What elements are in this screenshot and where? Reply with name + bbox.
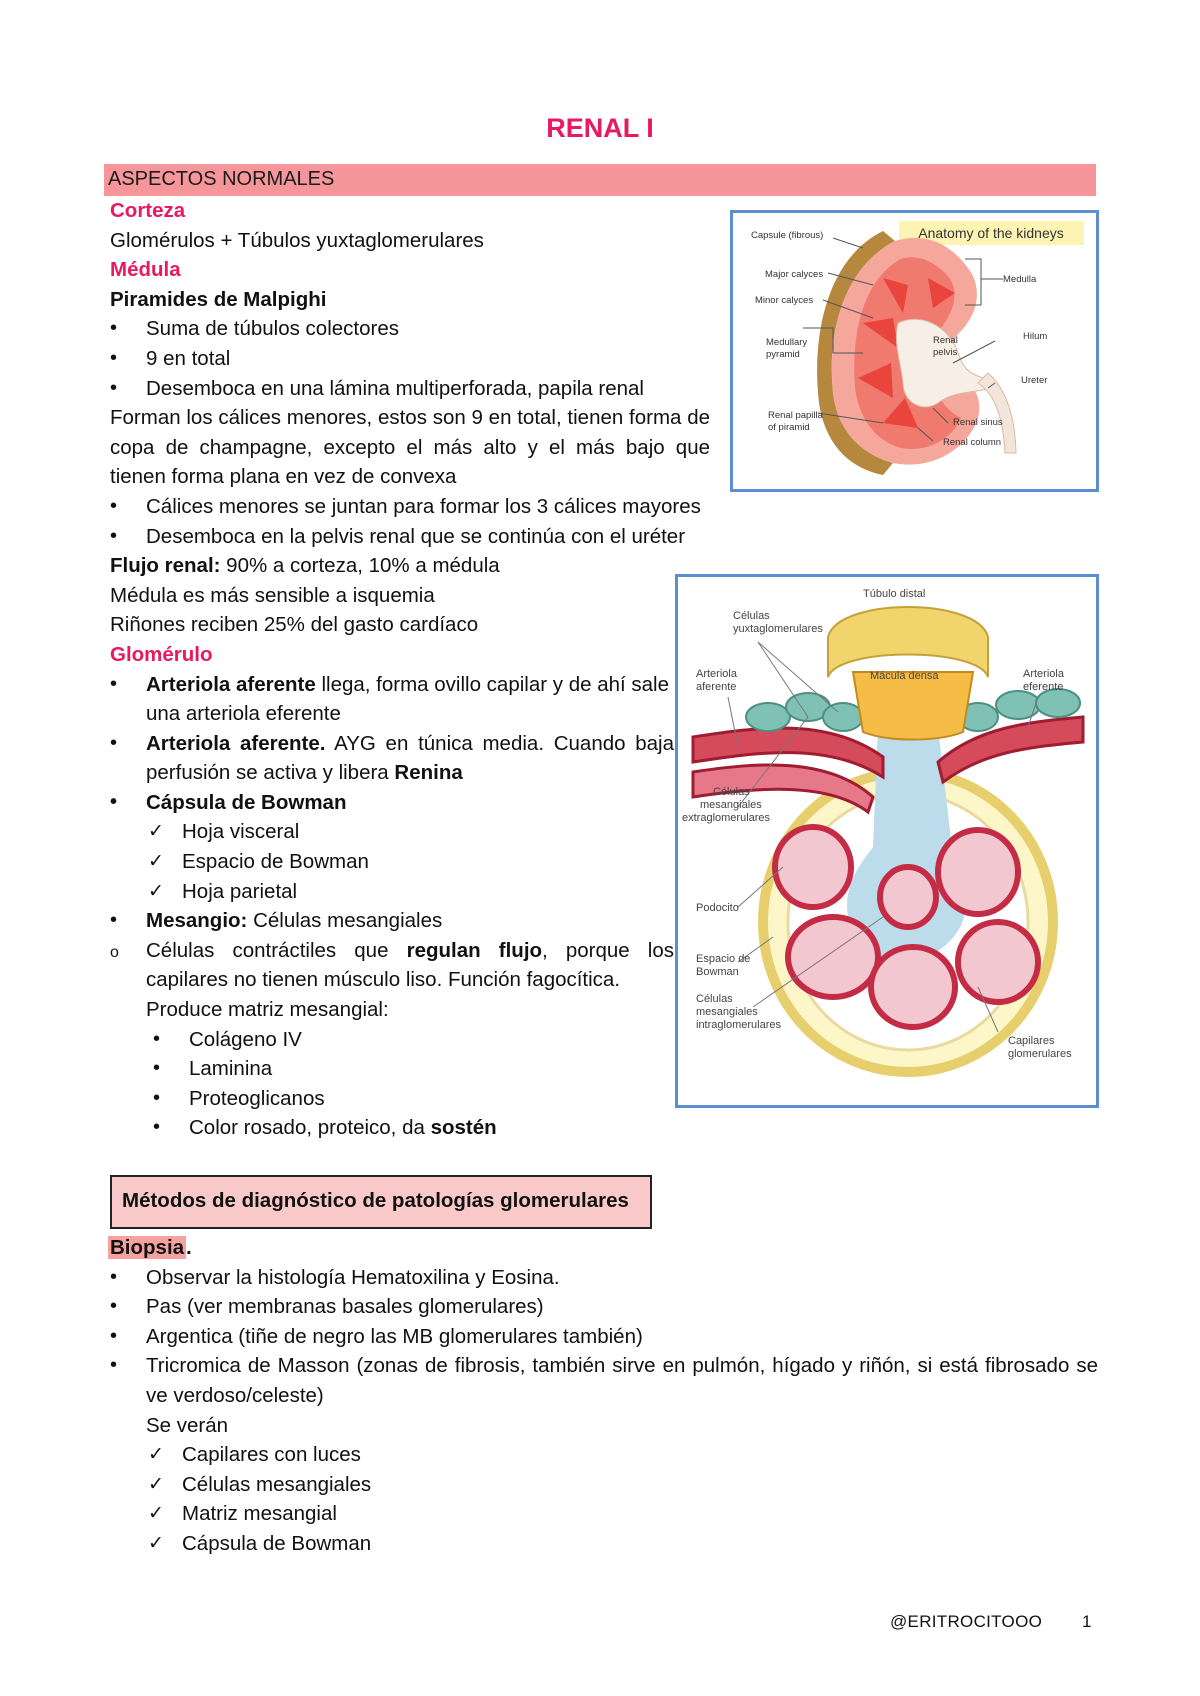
label-pelvis: pelvis: [933, 347, 958, 358]
label-renal-papilla: Renal papilla: [768, 410, 823, 421]
label-arteriola: Arteriola: [696, 668, 737, 680]
kidney-anatomy-figure: [730, 210, 1099, 492]
mesangio-list: [110, 906, 674, 1024]
glomerulo-bullet-list: [110, 670, 674, 818]
list-item: [146, 670, 674, 729]
label-eferente: eferente: [1023, 681, 1064, 693]
item-text: Color rosado, proteico, da: [189, 1116, 431, 1140]
glomerulus-figure: [675, 574, 1099, 1108]
biopsia-block: [110, 1233, 1098, 1559]
list-item: • Cápsula de Bowman: [146, 788, 674, 818]
label-tubulo-distal: Túbulo distal: [863, 588, 926, 600]
label-espacio-de: Espacio de: [696, 953, 751, 965]
biopsia-dot: .: [186, 1236, 192, 1259]
label-arteriola-ef: Arteriola: [1023, 668, 1064, 680]
section-header-bar: [104, 164, 1096, 196]
label-renal-sinus: Renal sinus: [953, 417, 1003, 428]
figure-title: Anatomy of the kidneys: [918, 225, 1064, 241]
list-item: [146, 729, 674, 788]
list-item: • Proteoglicanos: [189, 1084, 730, 1114]
label-celulas-intra: Células: [696, 993, 733, 1005]
se-veran-check-list: [110, 1440, 1098, 1558]
label-podocito: Podocito: [696, 902, 739, 914]
list-item: • Suma de túbulos colectores: [146, 314, 730, 344]
list-item: • 9 en total: [146, 344, 730, 374]
page-number: 1: [1082, 1612, 1092, 1631]
list-item: • Desemboca en la pelvis renal que se continúa con el uréter: [146, 522, 730, 552]
list-item: [146, 936, 674, 1025]
list-item: ✓ Hoja visceral: [182, 817, 730, 847]
label-pyramid: pyramid: [766, 349, 800, 360]
bold-term: regulan flujo: [406, 938, 543, 962]
section-header-label: ASPECTOS NORMALES: [108, 168, 335, 190]
bowman-check-list: [110, 817, 730, 906]
se-veran-line: Se verán: [146, 1413, 229, 1437]
bold-term: Arteriola aferente: [146, 672, 316, 696]
list-item: ✓ Cápsula de Bowman: [182, 1529, 1098, 1559]
macula-densa-shape: [853, 672, 973, 740]
label-yuxtaglomerulares: yuxtaglomerulares: [733, 623, 823, 635]
aspectos-text-block: [110, 196, 730, 1143]
label-minor-calyces: Minor calyces: [755, 295, 814, 306]
glomerulo-heading: Glomérulo: [110, 642, 213, 666]
gasto-line: Riñones reciben 25% del gasto cardíaco: [110, 613, 479, 637]
label-medullary: Medullary: [766, 337, 808, 348]
label-celulas: Células: [733, 610, 770, 622]
glomerulus-illustration: [678, 577, 1096, 1105]
medula-subheading: Piramides de Malpighi: [110, 287, 327, 311]
list-item: ✓ Capilares con luces: [182, 1440, 1098, 1470]
corteza-heading: Corteza: [110, 199, 186, 222]
list-item: • Pas (ver membranas basales glomerulares): [146, 1292, 1098, 1322]
label-macula-densa: Mácula densa: [870, 670, 939, 682]
kidney-anatomy-illustration: [733, 213, 1096, 489]
list-item: • Laminina: [189, 1054, 730, 1084]
label-hilum: Hilum: [1023, 331, 1048, 342]
label-capsule: Capsule (fibrous): [751, 230, 824, 241]
label-medulla: Medulla: [1003, 274, 1037, 285]
list-item: • Tricromica de Masson (zonas de fibrosis, también sirve en pulmón, hígado y riñón, si está fibrosado se ve verdoso/celeste): [146, 1351, 1098, 1410]
label-of-piramid: of piramid: [768, 422, 810, 433]
label-renal: Renal: [933, 335, 958, 346]
list-item: • Desemboca en una lámina multiperforada, papila renal: [146, 374, 730, 404]
list-item: ✓ Células mesangiales: [182, 1470, 1098, 1500]
biopsia-bullet-list: [110, 1263, 1098, 1411]
item-text: Células contráctiles que: [146, 938, 407, 962]
bold-term: Mesangio:: [146, 909, 248, 933]
item-text: llega, forma ovillo capilar y de ahí sale una arteriola eferente: [146, 672, 670, 726]
flujo-renal-line: [110, 551, 730, 581]
bold-term: sostén: [430, 1116, 497, 1140]
list-item: ✓ Matriz mesangial: [182, 1499, 1098, 1529]
label-major-calyces: Major calyces: [765, 269, 824, 280]
label-celulas-extra: Células: [713, 786, 750, 798]
isquemia-line: Médula es más sensible a isquemia: [110, 583, 435, 607]
flujo-renal-value: 90% a corteza, 10% a médula: [220, 554, 500, 578]
label-renal-column: Renal column: [943, 437, 1002, 448]
label-mesangiales-intra: mesangiales: [696, 1006, 758, 1018]
distal-tubule-shape: [828, 607, 988, 677]
corteza-text: Glomérulos + Túbulos yuxtaglomerulares: [110, 228, 484, 252]
item-text: Células mesangiales: [247, 909, 443, 933]
medula-heading: Médula: [110, 258, 181, 282]
list-item: • Cálices menores se juntan para formar los 3 cálices mayores: [146, 492, 730, 522]
label-glomerulares: glomerulares: [1008, 1048, 1072, 1060]
item-text: Produce matriz mesangial:: [146, 998, 389, 1022]
calices-bullet-list: [110, 492, 730, 551]
diagnostic-methods-title: Métodos de diagnóstico de patologías glomerulares: [122, 1189, 629, 1212]
bold-term: Arteriola aferente.: [146, 731, 326, 755]
list-item: • Argentica (tiñe de negro las MB glomerulares también): [146, 1322, 1098, 1352]
label-bowman: Bowman: [696, 966, 739, 978]
label-aferente: aferente: [696, 681, 737, 693]
label-intraglomerulares: intraglomerulares: [696, 1019, 781, 1031]
list-item: [189, 1113, 730, 1143]
biopsia-label: Biopsia: [110, 1236, 185, 1259]
label-extraglomerulares: extraglomerulares: [682, 812, 771, 824]
list-item: • Observar la histología Hematoxilina y Eosina.: [146, 1263, 1098, 1293]
footer-handle: @ERITROCITOOO: [890, 1612, 1043, 1631]
list-item: ✓ Hoja parietal: [182, 877, 730, 907]
bold-term: Renina: [394, 761, 463, 785]
biopsia-line: [110, 1233, 1098, 1263]
list-item: • Colágeno IV: [189, 1025, 730, 1055]
page-title: RENAL I: [546, 113, 654, 143]
label-capilares: Capilares: [1008, 1035, 1055, 1047]
calices-paragraph: Forman los cálices menores, estos son 9 en total, tienen forma de copa de champagne, excepto el más alto y el más bajo que tienen forma plana en vez de convexa: [110, 406, 710, 489]
diagnostic-methods-header: [110, 1175, 652, 1229]
label-ureter: Ureter: [1021, 375, 1048, 386]
medula-bullet-list: [110, 314, 730, 403]
matriz-sub-list: [110, 1025, 730, 1143]
item-text: , porque los capilares no tienen músculo liso. Función fagocítica.: [146, 938, 674, 992]
flujo-renal-label: Flujo renal:: [110, 554, 221, 578]
renal-pelvis-shape: [896, 319, 993, 407]
label-mesangiales-extra: mesangiales: [700, 799, 762, 811]
list-item: ✓ Espacio de Bowman: [182, 847, 730, 877]
list-item: [146, 906, 674, 936]
item-text: AYG en túnica media. Cuando baja perfusión se activa y libera: [146, 731, 675, 785]
